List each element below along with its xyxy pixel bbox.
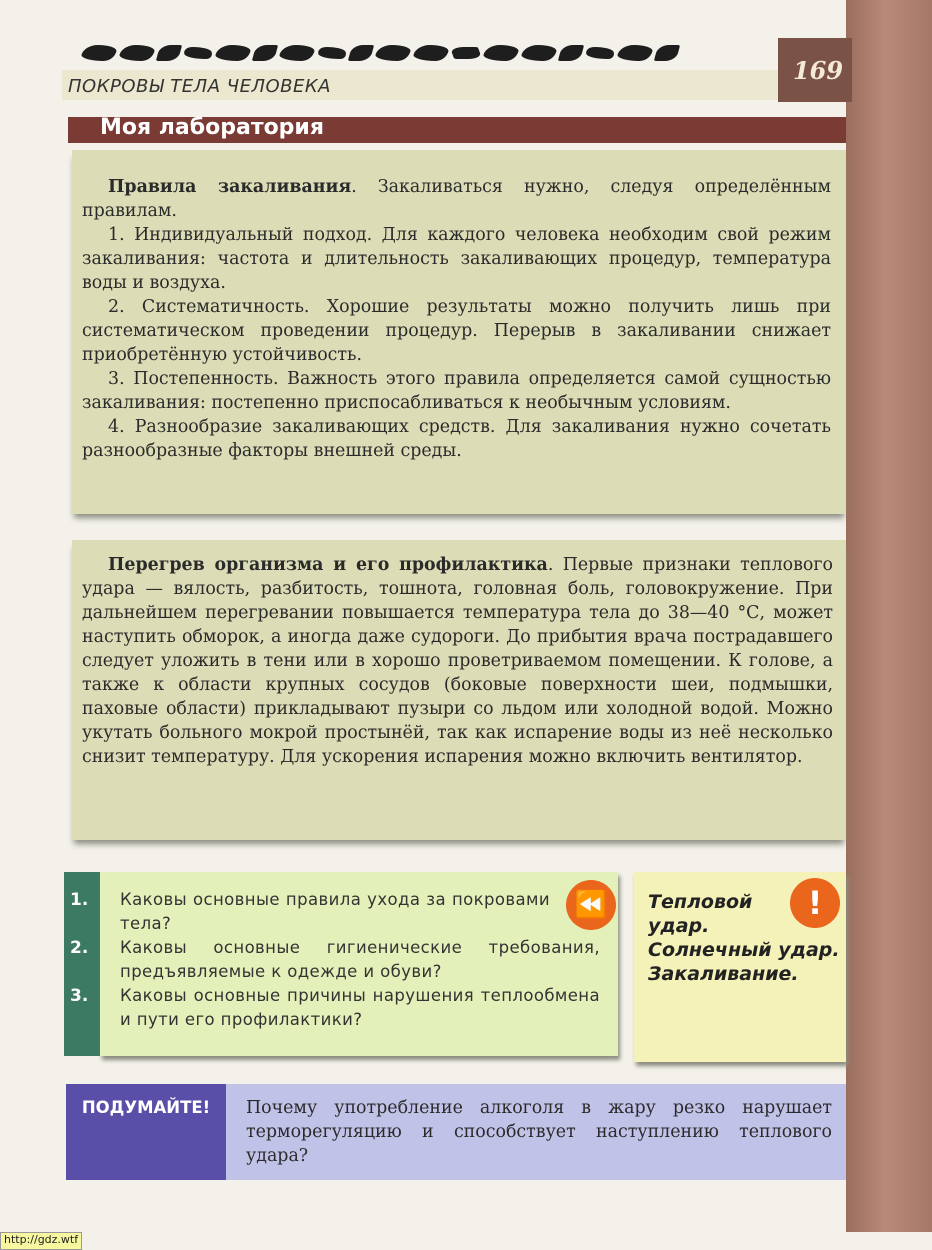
overheating-text bbox=[82, 553, 833, 769]
keyword: удар. bbox=[648, 915, 710, 937]
think-question: Почему употребление алкоголя в жару резко нарушает терморегуляцию и способствует наступлению теплового удара? bbox=[246, 1098, 832, 1166]
hardening-rule: 2. Систематичность. Хорошие результаты можно получить лишь при систематическом проведении процедур. Перерыв в закаливании снижает приобретённую устойчивость. bbox=[82, 297, 831, 365]
chapter-title: ПОКРОВЫ ТЕЛА ЧЕЛОВЕКА bbox=[68, 76, 331, 97]
decorative-animal-strip bbox=[82, 40, 762, 66]
hardening-rule: 3. Постепенность. Важность этого правила определяется самой сущностью закаливания: постепенно приспосабливаться к необычным условиям. bbox=[82, 369, 831, 413]
exclamation-icon: ! bbox=[790, 878, 840, 928]
hardening-title: Правила закаливания bbox=[108, 177, 352, 197]
question-number: 3. bbox=[70, 986, 89, 1006]
keyword: Закаливание. bbox=[648, 963, 799, 985]
question-text: Каковы основные причины нарушения теплообмена и пути его профилактики? bbox=[120, 986, 600, 1029]
overheating-body: . Первые признаки теплового удара — вялость, разбитость, тошнота, головная боль, головокружение. При дальнейшем перегревании повышается температура тела до 38—40 °С, может наступить обморок, а иногда даже судороги. До прибытия врача пострадавшего следует уложить в тени или в хорошо проветриваемом помещении. К голове, а также к области крупных сосудов (боковые поверхности шеи, подмышки, паховые области) прикладывают пузыри со льдом или холодной водой. Можно укутать больного мокрой простынёй, так как испарение воды из неё несколько снизит температуру. Для ускорения испарения можно включить вентилятор. bbox=[82, 555, 833, 767]
hardening-intro: . Закаливаться нужно, следуя определённым правилам. bbox=[82, 177, 831, 221]
overheating-title: Перегрев организма и его профилактика bbox=[108, 555, 548, 575]
watermark-link[interactable]: http://gdz.wtf bbox=[0, 1232, 82, 1250]
hardening-rule: 1. Индивидуальный подход. Для каждого человека необходим свой режим закаливания: частота и длительность закаливающих процедур, температура воды и воздуха. bbox=[82, 225, 831, 293]
keyword: Солнечный удар. bbox=[648, 939, 840, 961]
hardening-rules-text bbox=[82, 175, 831, 463]
question-text: Каковы основные гигиенические требования, предъявляемые к одежде и обуви? bbox=[120, 938, 600, 981]
keyword: Тепловой bbox=[648, 891, 753, 913]
hardening-rule: 4. Разнообразие закаливающих средств. Для закаливания нужно сочетать разнообразные факторы внешней среды. bbox=[82, 417, 831, 461]
page-edge-band bbox=[846, 0, 932, 1232]
section-title: Моя лаборатория bbox=[100, 115, 324, 140]
question-number: 2. bbox=[70, 938, 89, 958]
rewind-icon: ⏪ bbox=[566, 880, 616, 930]
question-number: 1. bbox=[70, 890, 89, 910]
think-label: ПОДУМАЙТЕ! bbox=[81, 1098, 211, 1117]
page-number: 169 bbox=[792, 56, 844, 85]
question-text: Каковы основные правила ухода за покровами тела? bbox=[120, 890, 550, 933]
